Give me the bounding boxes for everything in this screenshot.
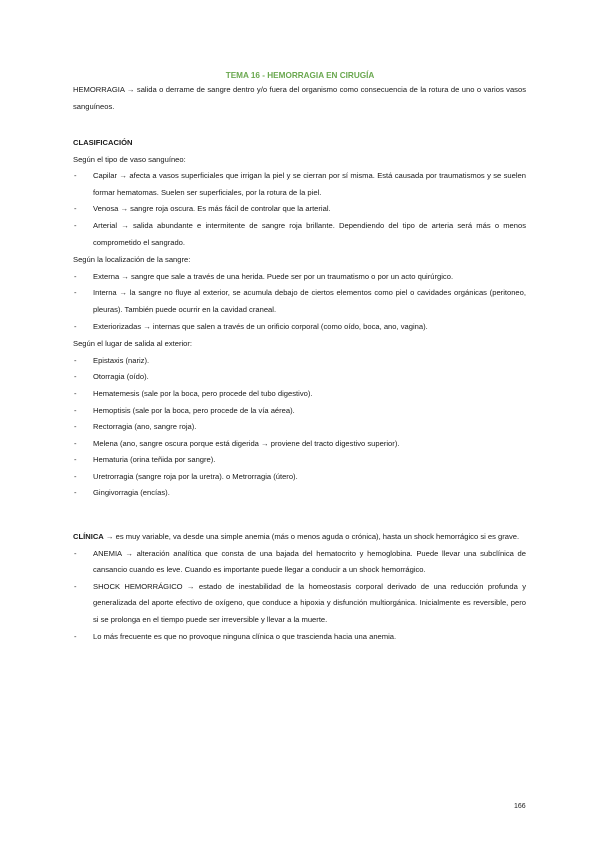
- intro-paragraph: HEMORRAGIA → salida o derrame de sangre dentro y/o fuera del organismo como consecuencia de la rotura de uno o varios vasos sanguíneos.: [73, 85, 526, 111]
- list-item: - Otorragia (oído).: [73, 369, 526, 386]
- list-item: - Rectorragia (ano, sangre roja).: [73, 419, 526, 436]
- list-lugar: [73, 353, 526, 502]
- list-item: - Capilar → afecta a vasos superficiales que irrigan la piel y se cierran por sí misma. Está causada por traumatismos y se suelen formar hematomas. Suelen ser superficiales, por la rotura de la piel.: [73, 168, 526, 201]
- list-item: - Arterial → salida abundante e intermitente de sangre roja brillante. Dependiendo del tipo de arteria será más o menos comprometido el sangrado.: [73, 218, 526, 251]
- list-item: - ANEMIA → alteración analítica que consta de una bajada del hematocrito y hemoglobina. Puede llevar una subclínica de cansancio cuando es leve. Cuando es importante puede llegar a conducir a un shock hemorrágico.: [73, 546, 526, 579]
- list-clinica: [73, 546, 526, 646]
- list-vaso: [73, 168, 526, 251]
- page-title: TEMA 16 - HEMORRAGIA EN CIRUGÍA: [225, 71, 375, 80]
- list-item: - Venosa → sangre roja oscura. Es más fácil de controlar que la arterial.: [73, 201, 526, 218]
- clinica-lead-paragraph: [73, 529, 526, 546]
- list-item: - Hematemesis (sale por la boca, pero procede del tubo digestivo).: [73, 386, 526, 403]
- list-item: - Melena (ano, sangre oscura porque está digerida → proviene del tracto digestivo superior).: [73, 436, 526, 453]
- clinica-heading: CLÍNICA: [73, 532, 104, 541]
- list-item: - Exteriorizadas → internas que salen a través de un orificio corporal (como oído, boca, ano, vagina).: [73, 319, 526, 336]
- list-item: - Uretrorragia (sangre roja por la uretra). o Metrorragia (útero).: [73, 469, 526, 486]
- list-item: - Lo más frecuente es que no provoque ninguna clínica o que trascienda hacia una anemia.: [73, 629, 526, 646]
- clasificacion-section: [73, 135, 526, 502]
- list-item: - Gingivorragia (encías).: [73, 485, 526, 502]
- clinica-section: [73, 529, 526, 645]
- clasificacion-heading: CLASIFICACIÓN: [73, 138, 133, 147]
- group-label-vaso: Según el tipo de vaso sanguíneo:: [73, 154, 186, 164]
- list-item: - Hemoptisis (sale por la boca, pero procede de la vía aérea).: [73, 403, 526, 420]
- list-item: - Externa → sangre que sale a través de una herida. Puede ser por un traumatismo o por un acto quirúrgico.: [73, 269, 526, 286]
- list-item: - SHOCK HEMORRÁGICO → estado de inestabilidad de la homeostasis corporal derivado de una reducción profunda y generalizada del aporte efectivo de oxígeno, que conduce a hipoxia y disfunción multiorgánica. Inicialmente es reversible, pero si se prolonga en el tiempo puede ser irreversible y llevar a la muerte.: [73, 579, 526, 629]
- group-label-localizacion: Según la localización de la sangre:: [73, 255, 191, 265]
- clinica-lead: → es muy variable, va desde una simple anemia (más o menos aguda o crónica), hasta un shock hemorrágico si es grave.: [105, 532, 520, 541]
- intro-block: [73, 82, 526, 115]
- list-item: - Epistaxis (nariz).: [73, 353, 526, 370]
- list-localizacion: [73, 269, 526, 335]
- list-item: - Hematuria (orina teñida por sangre).: [73, 452, 526, 469]
- list-item: - Interna → la sangre no fluye al exterior, se acumula debajo de ciertos elementos como piel o cavidades orgánicas (peritoneo, pleuras). También puede ocurrir en la cavidad craneal.: [73, 285, 526, 318]
- group-label-lugar: Según el lugar de salida al exterior:: [73, 339, 193, 349]
- page-number: 166: [514, 803, 526, 810]
